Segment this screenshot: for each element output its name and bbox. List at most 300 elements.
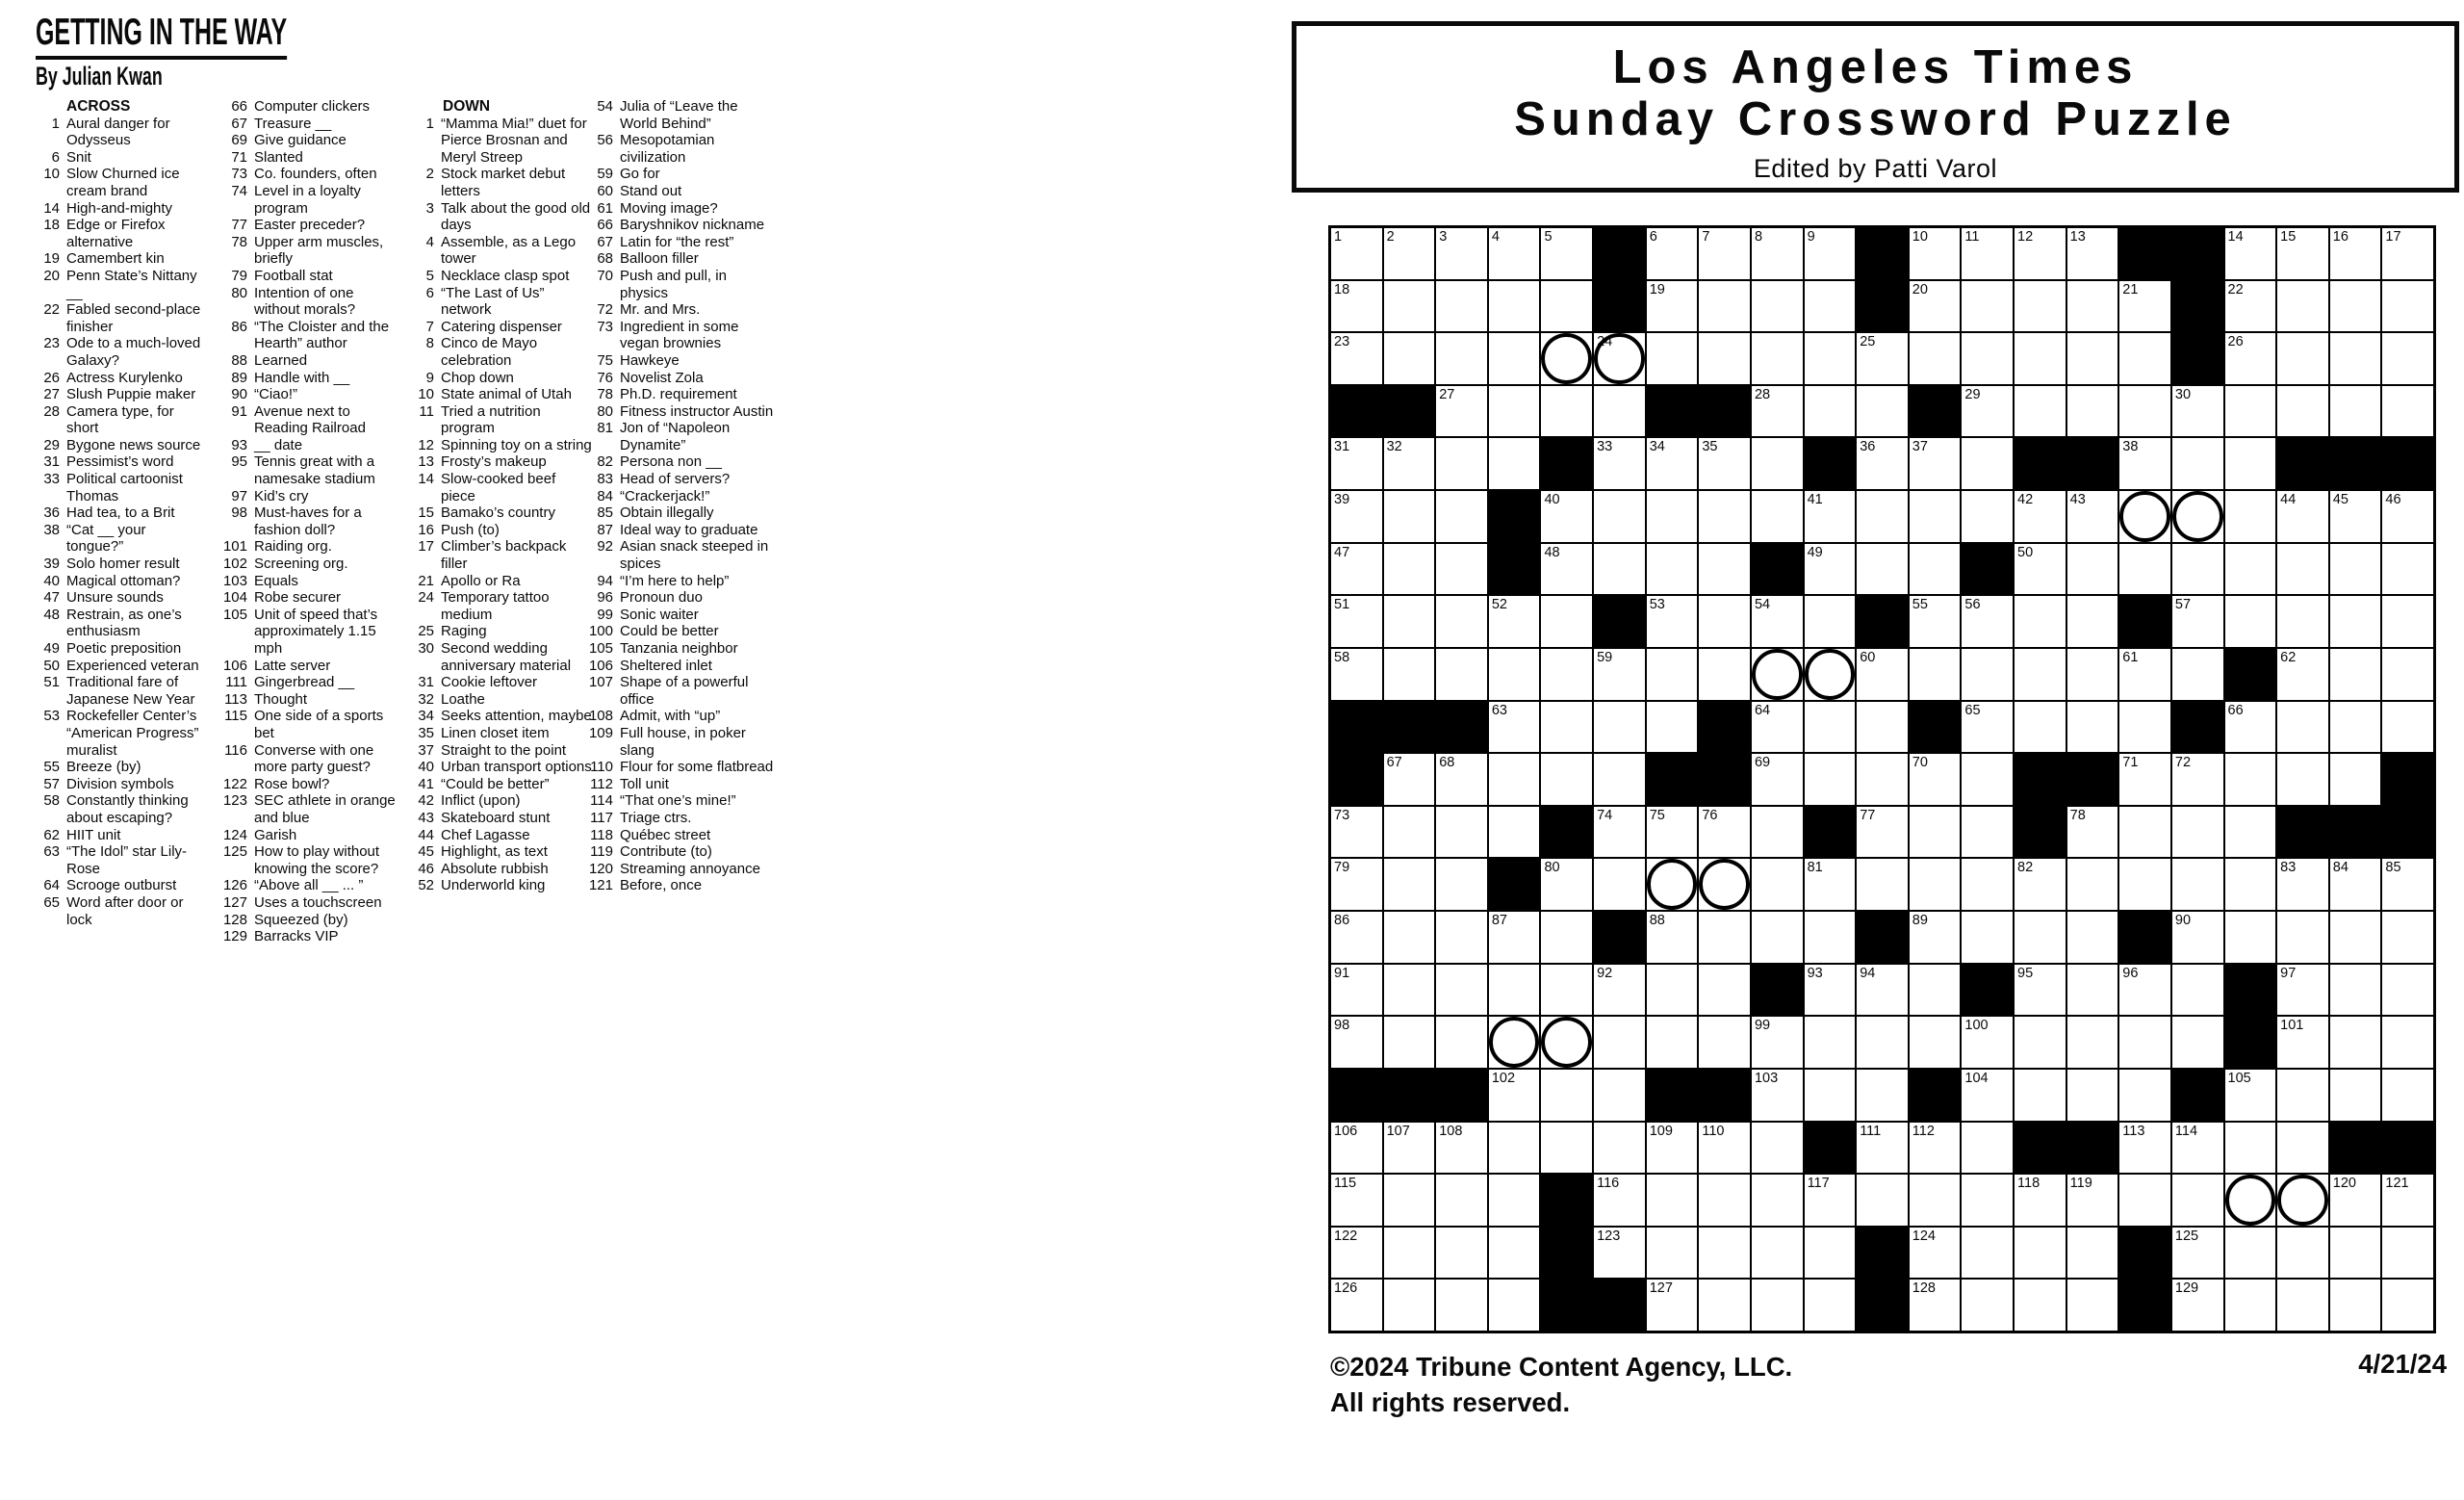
letter-cell[interactable] xyxy=(2382,1228,2433,1279)
letter-cell[interactable] xyxy=(1857,1017,1908,1068)
letter-cell[interactable] xyxy=(1857,491,1908,542)
letter-cell[interactable] xyxy=(2172,965,2223,1016)
letter-cell[interactable] xyxy=(1594,1228,1645,1279)
letter-cell[interactable] xyxy=(1647,491,1698,542)
letter-cell[interactable] xyxy=(2015,912,2066,963)
letter-cell[interactable] xyxy=(2225,807,2276,858)
letter-cell[interactable] xyxy=(1594,1017,1645,1068)
letter-cell[interactable] xyxy=(1647,281,1698,332)
letter-cell[interactable] xyxy=(2119,1123,2170,1174)
letter-cell[interactable] xyxy=(2330,491,2381,542)
letter-cell[interactable] xyxy=(1910,754,1961,805)
letter-cell[interactable] xyxy=(1857,1175,1908,1226)
letter-cell[interactable] xyxy=(1699,438,1750,489)
letter-cell[interactable] xyxy=(1647,1280,1698,1331)
letter-cell[interactable] xyxy=(1436,438,1487,489)
letter-cell[interactable] xyxy=(2382,228,2433,279)
letter-cell[interactable] xyxy=(2225,1123,2276,1174)
letter-cell[interactable] xyxy=(1436,859,1487,910)
letter-cell[interactable] xyxy=(1699,596,1750,647)
letter-cell[interactable] xyxy=(1647,965,1698,1016)
letter-cell[interactable] xyxy=(2225,1070,2276,1121)
letter-cell[interactable] xyxy=(1857,754,1908,805)
letter-cell[interactable] xyxy=(1910,281,1961,332)
letter-cell[interactable] xyxy=(1384,965,1435,1016)
letter-cell[interactable] xyxy=(2277,754,2328,805)
letter-cell[interactable] xyxy=(1752,281,1803,332)
letter-cell[interactable] xyxy=(1331,1123,1382,1174)
letter-cell[interactable] xyxy=(1805,1175,1856,1226)
letter-cell[interactable] xyxy=(2015,386,2066,437)
letter-cell[interactable] xyxy=(1489,596,1540,647)
letter-cell[interactable] xyxy=(2067,491,2118,542)
letter-cell[interactable] xyxy=(1857,333,1908,384)
letter-cell[interactable] xyxy=(1331,912,1382,963)
letter-cell[interactable] xyxy=(1331,965,1382,1016)
letter-cell[interactable] xyxy=(2225,754,2276,805)
letter-cell[interactable] xyxy=(2382,1280,2433,1331)
letter-cell[interactable] xyxy=(1489,1280,1540,1331)
letter-cell[interactable] xyxy=(1331,1017,1382,1068)
letter-cell[interactable] xyxy=(1331,333,1382,384)
letter-cell[interactable] xyxy=(1910,965,1961,1016)
letter-cell[interactable] xyxy=(1331,859,1382,910)
letter-cell[interactable] xyxy=(2277,596,2328,647)
letter-cell[interactable] xyxy=(2277,1280,2328,1331)
letter-cell[interactable] xyxy=(2277,965,2328,1016)
letter-cell[interactable] xyxy=(1962,491,2013,542)
letter-cell[interactable] xyxy=(1541,386,1592,437)
letter-cell[interactable] xyxy=(1805,281,1856,332)
letter-cell[interactable] xyxy=(1962,754,2013,805)
letter-cell[interactable] xyxy=(1436,544,1487,595)
letter-cell[interactable] xyxy=(1805,965,1856,1016)
letter-cell[interactable] xyxy=(1541,281,1592,332)
letter-cell[interactable] xyxy=(1962,1175,2013,1226)
letter-cell[interactable] xyxy=(1331,596,1382,647)
letter-cell[interactable] xyxy=(2277,491,2328,542)
letter-cell[interactable] xyxy=(1436,228,1487,279)
letter-cell[interactable] xyxy=(1541,544,1592,595)
letter-cell[interactable] xyxy=(1752,491,1803,542)
letter-cell[interactable] xyxy=(1436,1017,1487,1068)
letter-cell[interactable] xyxy=(2225,386,2276,437)
letter-cell[interactable] xyxy=(1699,1123,1750,1174)
letter-cell[interactable] xyxy=(2067,333,2118,384)
letter-cell[interactable] xyxy=(1384,912,1435,963)
letter-cell[interactable] xyxy=(1384,649,1435,700)
letter-cell[interactable] xyxy=(1436,596,1487,647)
letter-cell[interactable] xyxy=(2119,1175,2170,1226)
letter-cell[interactable] xyxy=(1752,754,1803,805)
letter-cell[interactable] xyxy=(2015,859,2066,910)
letter-cell[interactable] xyxy=(1857,649,1908,700)
letter-cell[interactable] xyxy=(1436,1175,1487,1226)
letter-cell[interactable] xyxy=(2067,1070,2118,1121)
letter-cell[interactable] xyxy=(1384,1280,1435,1331)
letter-cell[interactable] xyxy=(1489,1070,1540,1121)
letter-cell[interactable] xyxy=(1331,1175,1382,1226)
letter-cell[interactable] xyxy=(1699,228,1750,279)
letter-cell[interactable] xyxy=(2172,596,2223,647)
letter-cell[interactable] xyxy=(1752,596,1803,647)
letter-cell[interactable] xyxy=(1857,702,1908,753)
letter-cell[interactable] xyxy=(2067,807,2118,858)
letter-cell[interactable] xyxy=(1699,333,1750,384)
letter-cell[interactable] xyxy=(2330,544,2381,595)
letter-cell[interactable] xyxy=(1647,702,1698,753)
letter-cell[interactable] xyxy=(2330,1017,2381,1068)
letter-cell[interactable] xyxy=(2330,649,2381,700)
letter-cell[interactable] xyxy=(1489,438,1540,489)
letter-cell-circled[interactable] xyxy=(2172,491,2223,542)
letter-cell[interactable] xyxy=(2225,912,2276,963)
letter-cell[interactable] xyxy=(1962,649,2013,700)
letter-cell[interactable] xyxy=(1594,702,1645,753)
letter-cell[interactable] xyxy=(1541,1123,1592,1174)
letter-cell[interactable] xyxy=(1805,1017,1856,1068)
letter-cell[interactable] xyxy=(1647,807,1698,858)
letter-cell[interactable] xyxy=(1962,1017,2013,1068)
letter-cell[interactable] xyxy=(2277,912,2328,963)
letter-cell[interactable] xyxy=(1436,1228,1487,1279)
letter-cell[interactable] xyxy=(2382,965,2433,1016)
letter-cell[interactable] xyxy=(1384,333,1435,384)
letter-cell[interactable] xyxy=(1541,596,1592,647)
letter-cell[interactable] xyxy=(2015,544,2066,595)
letter-cell[interactable] xyxy=(1436,1123,1487,1174)
letter-cell[interactable] xyxy=(2015,281,2066,332)
letter-cell[interactable] xyxy=(2225,228,2276,279)
letter-cell[interactable] xyxy=(2015,1070,2066,1121)
letter-cell[interactable] xyxy=(1910,596,1961,647)
letter-cell[interactable] xyxy=(2015,491,2066,542)
letter-cell[interactable] xyxy=(1910,1228,1961,1279)
letter-cell[interactable] xyxy=(1962,596,2013,647)
letter-cell[interactable] xyxy=(2382,596,2433,647)
letter-cell[interactable] xyxy=(1805,333,1856,384)
letter-cell[interactable] xyxy=(1647,438,1698,489)
letter-cell[interactable] xyxy=(2382,702,2433,753)
letter-cell[interactable] xyxy=(1384,228,1435,279)
letter-cell[interactable] xyxy=(1910,859,1961,910)
letter-cell[interactable] xyxy=(2067,1228,2118,1279)
letter-cell[interactable] xyxy=(1594,386,1645,437)
letter-cell-circled[interactable] xyxy=(2225,1175,2276,1226)
letter-cell[interactable] xyxy=(1805,912,1856,963)
letter-cell[interactable] xyxy=(1805,754,1856,805)
letter-cell[interactable] xyxy=(2015,649,2066,700)
letter-cell[interactable] xyxy=(1752,228,1803,279)
letter-cell[interactable] xyxy=(2330,1228,2381,1279)
letter-cell[interactable] xyxy=(1962,702,2013,753)
letter-cell[interactable] xyxy=(2067,596,2118,647)
letter-cell[interactable] xyxy=(2382,859,2433,910)
letter-cell[interactable] xyxy=(1805,1070,1856,1121)
letter-cell[interactable] xyxy=(1647,544,1698,595)
letter-cell[interactable] xyxy=(1805,1228,1856,1279)
letter-cell-circled[interactable] xyxy=(1647,859,1698,910)
letter-cell[interactable] xyxy=(2119,1017,2170,1068)
letter-cell[interactable] xyxy=(1805,596,1856,647)
letter-cell[interactable] xyxy=(1962,1070,2013,1121)
letter-cell[interactable] xyxy=(1699,1017,1750,1068)
letter-cell[interactable] xyxy=(1857,1123,1908,1174)
letter-cell[interactable] xyxy=(1699,281,1750,332)
letter-cell[interactable] xyxy=(1699,807,1750,858)
letter-cell[interactable] xyxy=(2330,702,2381,753)
letter-cell[interactable] xyxy=(1384,544,1435,595)
letter-cell[interactable] xyxy=(2172,1123,2223,1174)
letter-cell[interactable] xyxy=(1647,596,1698,647)
letter-cell[interactable] xyxy=(1910,491,1961,542)
letter-cell[interactable] xyxy=(2015,333,2066,384)
letter-cell[interactable] xyxy=(2067,386,2118,437)
letter-cell[interactable] xyxy=(1436,965,1487,1016)
letter-cell[interactable] xyxy=(1489,333,1540,384)
letter-cell[interactable] xyxy=(1489,807,1540,858)
letter-cell-circled[interactable] xyxy=(1805,649,1856,700)
letter-cell[interactable] xyxy=(1805,1280,1856,1331)
letter-cell[interactable] xyxy=(1594,1123,1645,1174)
letter-cell[interactable] xyxy=(1752,1070,1803,1121)
letter-cell-circled[interactable] xyxy=(1752,649,1803,700)
letter-cell[interactable] xyxy=(1541,912,1592,963)
letter-cell[interactable] xyxy=(2067,281,2118,332)
letter-cell[interactable] xyxy=(2172,649,2223,700)
letter-cell[interactable] xyxy=(1857,807,1908,858)
letter-cell[interactable] xyxy=(1857,1070,1908,1121)
letter-cell[interactable] xyxy=(1331,807,1382,858)
letter-cell[interactable] xyxy=(1962,228,2013,279)
letter-cell[interactable] xyxy=(1647,1123,1698,1174)
letter-cell[interactable] xyxy=(1752,438,1803,489)
letter-cell[interactable] xyxy=(1699,965,1750,1016)
letter-cell[interactable] xyxy=(1436,491,1487,542)
letter-cell[interactable] xyxy=(2225,333,2276,384)
letter-cell[interactable] xyxy=(1384,281,1435,332)
letter-cell[interactable] xyxy=(2172,386,2223,437)
letter-cell[interactable] xyxy=(1436,1280,1487,1331)
letter-cell[interactable] xyxy=(1962,859,2013,910)
letter-cell[interactable] xyxy=(2172,1280,2223,1331)
letter-cell[interactable] xyxy=(2277,333,2328,384)
letter-cell[interactable] xyxy=(1752,702,1803,753)
letter-cell[interactable] xyxy=(1541,965,1592,1016)
letter-cell[interactable] xyxy=(1752,1280,1803,1331)
letter-cell[interactable] xyxy=(1752,333,1803,384)
letter-cell[interactable] xyxy=(1699,649,1750,700)
letter-cell[interactable] xyxy=(1436,807,1487,858)
letter-cell[interactable] xyxy=(1910,1175,1961,1226)
letter-cell[interactable] xyxy=(2277,228,2328,279)
letter-cell[interactable] xyxy=(2172,544,2223,595)
letter-cell[interactable] xyxy=(2225,438,2276,489)
letter-cell[interactable] xyxy=(2225,281,2276,332)
letter-cell[interactable] xyxy=(2277,649,2328,700)
letter-cell[interactable] xyxy=(2067,912,2118,963)
letter-cell[interactable] xyxy=(2330,281,2381,332)
letter-cell[interactable] xyxy=(2225,491,2276,542)
letter-cell[interactable] xyxy=(2277,544,2328,595)
letter-cell[interactable] xyxy=(1436,912,1487,963)
letter-cell[interactable] xyxy=(1436,333,1487,384)
letter-cell-circled[interactable] xyxy=(2119,491,2170,542)
letter-cell[interactable] xyxy=(1910,333,1961,384)
letter-cell[interactable] xyxy=(1910,228,1961,279)
letter-cell[interactable] xyxy=(1489,1175,1540,1226)
letter-cell[interactable] xyxy=(2119,281,2170,332)
letter-cell[interactable] xyxy=(1752,386,1803,437)
letter-cell[interactable] xyxy=(2330,859,2381,910)
letter-cell[interactable] xyxy=(1541,702,1592,753)
letter-cell[interactable] xyxy=(2330,386,2381,437)
letter-cell[interactable] xyxy=(1647,228,1698,279)
letter-cell[interactable] xyxy=(1805,386,1856,437)
letter-cell[interactable] xyxy=(2119,702,2170,753)
letter-cell[interactable] xyxy=(1910,807,1961,858)
letter-cell[interactable] xyxy=(2330,965,2381,1016)
letter-cell[interactable] xyxy=(1384,1228,1435,1279)
letter-cell[interactable] xyxy=(2172,1175,2223,1226)
letter-cell[interactable] xyxy=(2119,754,2170,805)
letter-cell[interactable] xyxy=(2015,702,2066,753)
letter-cell[interactable] xyxy=(1699,1228,1750,1279)
letter-cell[interactable] xyxy=(1594,754,1645,805)
letter-cell[interactable] xyxy=(1752,859,1803,910)
letter-cell[interactable] xyxy=(1384,859,1435,910)
letter-cell[interactable] xyxy=(1436,754,1487,805)
letter-cell[interactable] xyxy=(1541,491,1592,542)
letter-cell[interactable] xyxy=(2172,754,2223,805)
letter-cell[interactable] xyxy=(1384,754,1435,805)
letter-cell[interactable] xyxy=(2330,912,2381,963)
letter-cell[interactable] xyxy=(1384,596,1435,647)
letter-cell[interactable] xyxy=(1541,859,1592,910)
letter-cell[interactable] xyxy=(1594,859,1645,910)
letter-cell[interactable] xyxy=(1331,491,1382,542)
letter-cell[interactable] xyxy=(2015,1175,2066,1226)
letter-cell[interactable] xyxy=(1594,1175,1645,1226)
letter-cell[interactable] xyxy=(1805,228,1856,279)
letter-cell[interactable] xyxy=(2330,1280,2381,1331)
letter-cell[interactable] xyxy=(2330,754,2381,805)
letter-cell[interactable] xyxy=(1489,1228,1540,1279)
letter-cell[interactable] xyxy=(2172,912,2223,963)
letter-cell[interactable] xyxy=(1489,965,1540,1016)
letter-cell[interactable] xyxy=(2382,1017,2433,1068)
letter-cell[interactable] xyxy=(1805,859,1856,910)
letter-cell[interactable] xyxy=(1331,281,1382,332)
letter-cell[interactable] xyxy=(1331,228,1382,279)
letter-cell[interactable] xyxy=(1384,1175,1435,1226)
letter-cell[interactable] xyxy=(1752,1123,1803,1174)
letter-cell[interactable] xyxy=(2382,912,2433,963)
letter-cell[interactable] xyxy=(1699,491,1750,542)
letter-cell[interactable] xyxy=(1384,491,1435,542)
letter-cell[interactable] xyxy=(2225,1228,2276,1279)
letter-cell[interactable] xyxy=(1647,649,1698,700)
letter-cell[interactable] xyxy=(2277,1017,2328,1068)
letter-cell[interactable] xyxy=(1647,1017,1698,1068)
letter-cell[interactable] xyxy=(2277,1228,2328,1279)
letter-cell-circled[interactable] xyxy=(1699,859,1750,910)
letter-cell[interactable] xyxy=(1962,1280,2013,1331)
letter-cell[interactable] xyxy=(2015,1228,2066,1279)
letter-cell[interactable] xyxy=(1594,491,1645,542)
letter-cell[interactable] xyxy=(1962,386,2013,437)
letter-cell[interactable] xyxy=(2119,386,2170,437)
letter-cell[interactable] xyxy=(1857,859,1908,910)
letter-cell[interactable] xyxy=(1910,1280,1961,1331)
letter-cell[interactable] xyxy=(1384,438,1435,489)
letter-cell[interactable] xyxy=(1331,649,1382,700)
letter-cell[interactable] xyxy=(2172,438,2223,489)
letter-cell[interactable] xyxy=(1331,1228,1382,1279)
letter-cell[interactable] xyxy=(2382,1175,2433,1226)
letter-cell[interactable] xyxy=(2382,281,2433,332)
letter-cell[interactable] xyxy=(1489,281,1540,332)
letter-cell[interactable] xyxy=(2382,333,2433,384)
letter-cell[interactable] xyxy=(1436,386,1487,437)
letter-cell[interactable] xyxy=(1647,1175,1698,1226)
letter-cell-circled[interactable] xyxy=(1594,333,1645,384)
letter-cell[interactable] xyxy=(2067,965,2118,1016)
letter-cell[interactable] xyxy=(1436,281,1487,332)
letter-cell[interactable] xyxy=(1962,1123,2013,1174)
letter-cell[interactable] xyxy=(2015,965,2066,1016)
letter-cell[interactable] xyxy=(1857,965,1908,1016)
letter-cell[interactable] xyxy=(2382,649,2433,700)
letter-cell[interactable] xyxy=(2277,1070,2328,1121)
letter-cell[interactable] xyxy=(1962,281,2013,332)
letter-cell[interactable] xyxy=(2225,544,2276,595)
letter-cell[interactable] xyxy=(1857,438,1908,489)
letter-cell[interactable] xyxy=(1699,1175,1750,1226)
letter-cell[interactable] xyxy=(1805,544,1856,595)
letter-cell[interactable] xyxy=(1489,754,1540,805)
letter-cell[interactable] xyxy=(1910,1123,1961,1174)
letter-cell[interactable] xyxy=(2382,1070,2433,1121)
letter-cell[interactable] xyxy=(1384,807,1435,858)
letter-cell[interactable] xyxy=(2225,702,2276,753)
letter-cell[interactable] xyxy=(2015,1280,2066,1331)
letter-cell[interactable] xyxy=(1647,912,1698,963)
letter-cell[interactable] xyxy=(1857,386,1908,437)
letter-cell[interactable] xyxy=(1436,649,1487,700)
letter-cell[interactable] xyxy=(2172,807,2223,858)
letter-cell[interactable] xyxy=(1594,438,1645,489)
letter-cell[interactable] xyxy=(2382,491,2433,542)
letter-cell[interactable] xyxy=(2225,859,2276,910)
letter-cell[interactable] xyxy=(2382,386,2433,437)
letter-cell[interactable] xyxy=(1752,912,1803,963)
letter-cell[interactable] xyxy=(1331,1280,1382,1331)
letter-cell[interactable] xyxy=(2277,386,2328,437)
letter-cell[interactable] xyxy=(2067,702,2118,753)
letter-cell[interactable] xyxy=(2119,859,2170,910)
letter-cell[interactable] xyxy=(2225,596,2276,647)
letter-cell[interactable] xyxy=(2119,1070,2170,1121)
letter-cell[interactable] xyxy=(2119,965,2170,1016)
letter-cell[interactable] xyxy=(1541,228,1592,279)
letter-cell[interactable] xyxy=(1752,1175,1803,1226)
letter-cell[interactable] xyxy=(1594,649,1645,700)
letter-cell[interactable] xyxy=(1805,491,1856,542)
letter-cell[interactable] xyxy=(2119,544,2170,595)
letter-cell[interactable] xyxy=(1910,544,1961,595)
letter-cell[interactable] xyxy=(2172,1228,2223,1279)
